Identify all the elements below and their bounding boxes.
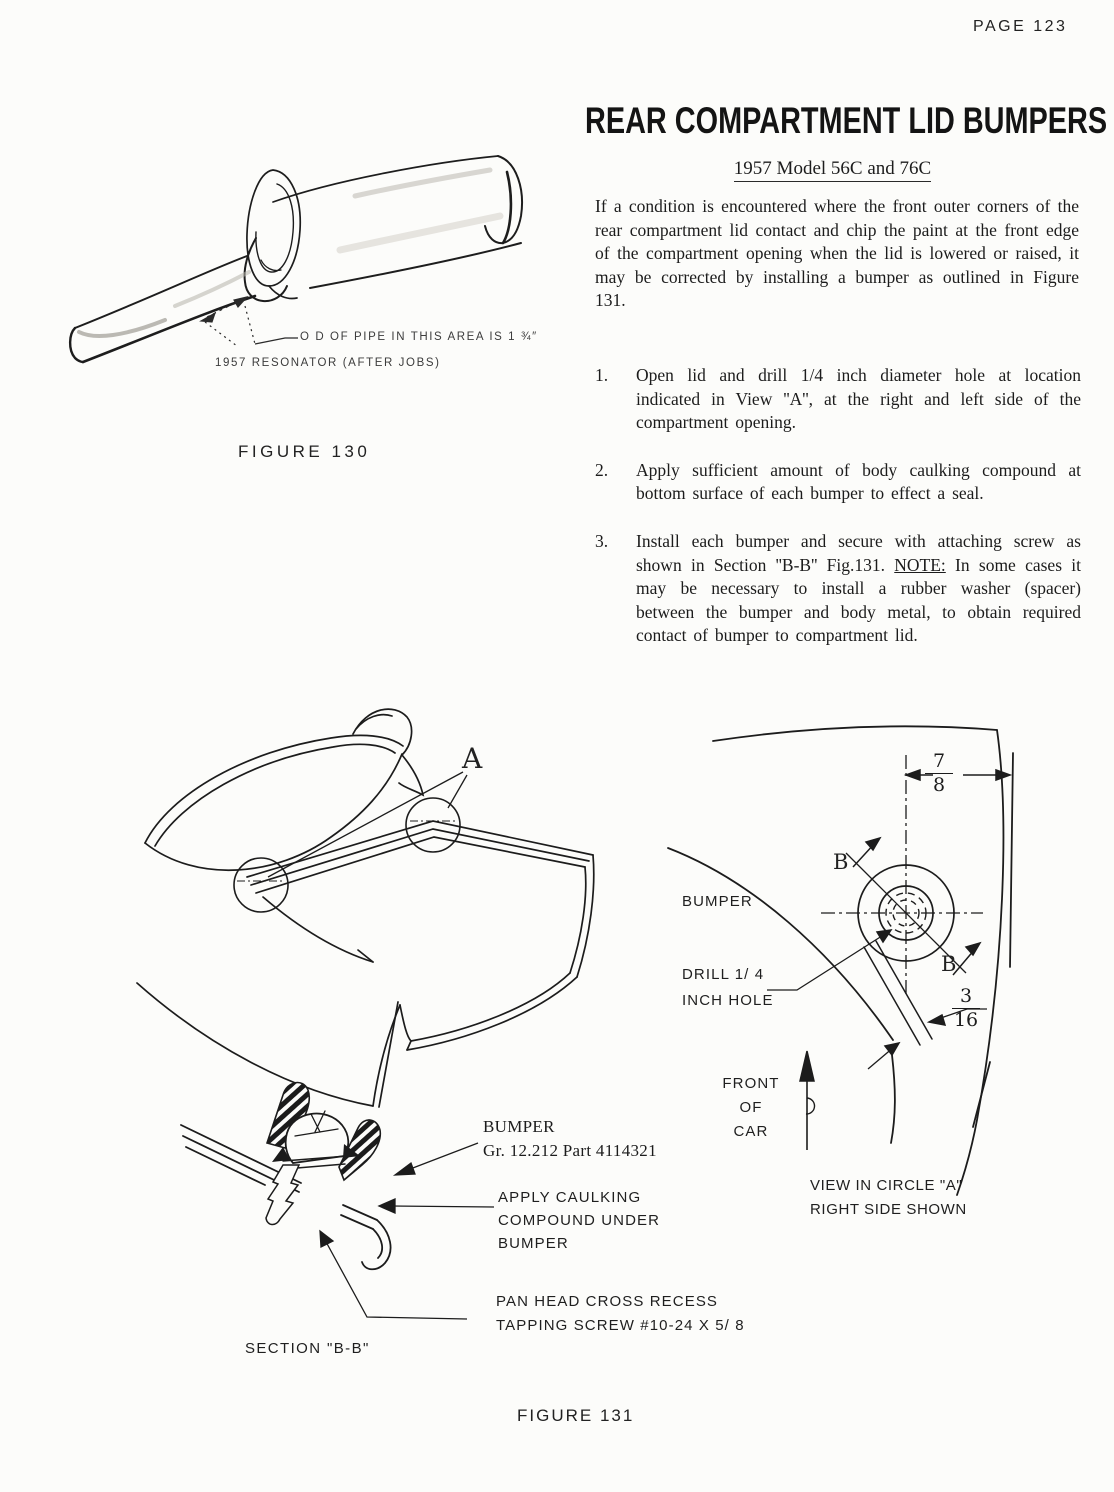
caulking-line1: APPLY CAULKING bbox=[498, 1189, 642, 1206]
step-3 bbox=[595, 530, 1081, 648]
dimension-three-sixteenths bbox=[952, 986, 980, 1031]
caulking-line2: COMPOUND UNDER bbox=[498, 1212, 661, 1229]
step-3-number: 3. bbox=[595, 530, 609, 551]
resonator-inlet-pipe bbox=[70, 256, 255, 362]
label-drill-line1: DRILL 1/ 4 bbox=[682, 966, 765, 983]
screw-line1: PAN HEAD CROSS RECESS bbox=[496, 1293, 719, 1310]
label-drill-line2: INCH HOLE bbox=[682, 992, 774, 1009]
step-3-note-label: NOTE: bbox=[894, 554, 946, 575]
figure130-caption: FIGURE 130 bbox=[238, 442, 371, 461]
step-1-number: 1. bbox=[595, 365, 609, 385]
label-drill-hole bbox=[682, 962, 774, 1014]
step-1 bbox=[595, 364, 1081, 435]
view-a-dimensions bbox=[767, 770, 1010, 1150]
dimension-numerator: 3 bbox=[952, 986, 980, 1009]
step-2 bbox=[595, 459, 1081, 506]
resonator-body bbox=[245, 156, 522, 301]
step-3-note-text: In some cases it may be necessary to install a rubber washer (spacer) between the bumper and body metal, to obtain required contact of bumper to compartment lid. bbox=[636, 554, 1081, 646]
dimension-denominator: 16 bbox=[953, 1009, 979, 1031]
step-3-main-text: Install each bumper and secure with attaching screw as shown in Section ''B-B'' Fig.131. bbox=[636, 530, 1081, 575]
label-front-line3: CAR bbox=[733, 1123, 769, 1140]
article-subtitle-text: 1957 Model 56C and 76C bbox=[734, 158, 931, 182]
label-front-line2: OF bbox=[739, 1099, 763, 1116]
procedure-steps bbox=[595, 364, 1081, 672]
section-letter-b-lower: B bbox=[941, 952, 957, 976]
step-1-text: Open lid and drill 1/4 inch diameter hole at location indicated in View ''A'', at the right and left side of the compartment opening. bbox=[636, 365, 1081, 433]
bumper-part-line2: Gr. 12.212 Part 4114321 bbox=[483, 1141, 657, 1160]
caulking-callout bbox=[498, 1186, 660, 1255]
view-a-caption-line2: RIGHT SIDE SHOWN bbox=[810, 1201, 967, 1218]
view-a-caption-line1: VIEW IN CIRCLE "A" bbox=[810, 1177, 963, 1194]
view-a-caption bbox=[810, 1174, 967, 1222]
figure131-caption: FIGURE 131 bbox=[517, 1406, 635, 1425]
bumper-part-callout bbox=[483, 1115, 657, 1163]
figure130-resonator-label: 1957 RESONATOR (AFTER JOBS) bbox=[215, 357, 441, 369]
dimension-numerator: 7 bbox=[925, 751, 953, 774]
section-bb-caption: SECTION "B-B" bbox=[245, 1340, 370, 1357]
bumper-part-line1: BUMPER bbox=[483, 1117, 555, 1136]
intro-paragraph: If a condition is encountered where the front outer corners of the rear compartment lid contact and chip the paint at the front edge of the compartment opening when the lid is lowered or raised, it may be corrected by installing a bumper as outlined in Figure 131. bbox=[595, 196, 1079, 311]
caulking-line3: BUMPER bbox=[498, 1235, 569, 1252]
label-front-of-car bbox=[718, 1072, 784, 1144]
dimension-denominator: 8 bbox=[933, 774, 946, 796]
label-bumper: BUMPER bbox=[682, 893, 753, 910]
step-2-text: Apply sufficient amount of body caulking compound at bottom surface of each bumper to effect a seal. bbox=[636, 459, 1081, 504]
step-3-text bbox=[636, 530, 1081, 648]
figure130-pipe-callout: O D OF PIPE IN THIS AREA IS 1 ¾″ bbox=[300, 331, 538, 343]
step-2-number: 2. bbox=[595, 459, 609, 480]
screw-callout bbox=[496, 1290, 745, 1338]
page-number: PAGE 123 bbox=[973, 18, 1068, 35]
section-bb-drawing bbox=[181, 1083, 391, 1270]
trunk-lid-perspective bbox=[137, 709, 594, 1107]
label-front-line1: FRONT bbox=[722, 1075, 780, 1092]
article-subtitle bbox=[585, 158, 1080, 180]
detail-letter-a: A bbox=[462, 742, 483, 775]
detail-circles-a bbox=[234, 772, 467, 912]
screw-line2: TAPPING SCREW #10-24 X 5/ 8 bbox=[496, 1317, 745, 1334]
figure-130-leaders bbox=[201, 297, 298, 346]
dimension-seven-eighths bbox=[925, 751, 953, 796]
article-title: REAR COMPARTMENT LID BUMPERS bbox=[585, 100, 1108, 141]
section-letter-b-upper: B bbox=[833, 850, 849, 874]
